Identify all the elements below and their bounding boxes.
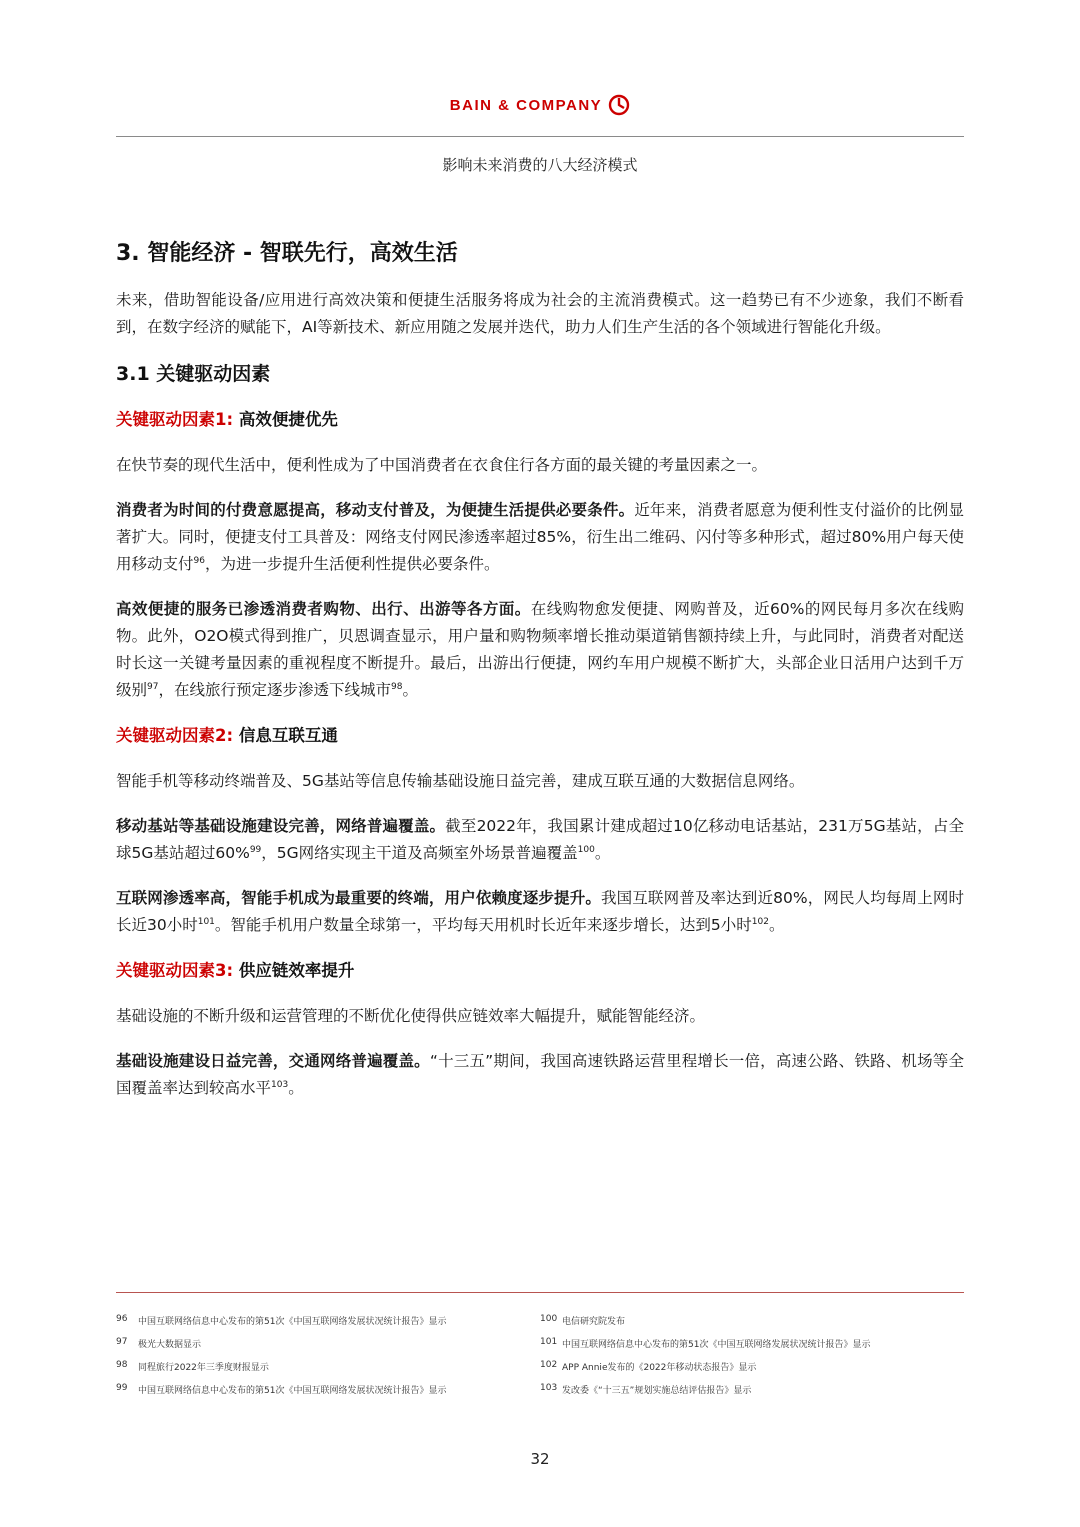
footnote-number: 102 [540,1360,558,1370]
footnote-item [116,1314,536,1337]
footnote-ref: 103 [271,1079,289,1090]
driver-2-heading [116,722,964,746]
header-divider [116,136,964,137]
footnote-ref: 97 [147,681,159,692]
driver-3-p1-text: “十三五”期间，我国高速铁路运营里程增长一倍，高速公路、铁路、机场等全国覆盖率达到较高水平 [116,1052,964,1097]
driver-3-name: 供应链效率提升 [238,961,355,980]
page-number: 32 [530,1450,550,1468]
logo-text: BAIN & COMPANY [449,96,603,114]
footnote-number: 96 [116,1314,128,1324]
driver-2-p2-text: 我国互联网普及率达到近80%，网民人均每周上网时长近30小时 [116,889,964,934]
footnote-text: 极光大数据显示 [138,1340,202,1350]
driver-1-name: 高效便捷优先 [238,410,338,429]
footnote-item [116,1337,536,1360]
footnote-number: 97 [116,1337,128,1347]
driver-2-p2-mid: 。智能手机用户数量全球第一，平均每天用机时长近年来逐步增长，达到5小时 [214,916,752,934]
driver-1-p1-lead: 消费者为时间的付费意愿提高，移动支付普及，为便捷生活提供必要条件。 [116,501,635,519]
footnote-divider [116,1292,964,1293]
footnote-text: 发改委《“十三五”规划实施总结评估报告》显示 [562,1386,752,1396]
driver-1-p2-mid: ，在线旅行预定逐步渗透下线城市 [158,681,391,699]
footnote-ref: 100 [577,844,595,855]
footnote-number: 98 [116,1360,128,1370]
bain-compass-icon [608,94,630,116]
driver-3-paragraph-1 [116,1048,964,1102]
driver-1-summary: 在快节奏的现代生活中，便利性成为了中国消费者在衣食住行各方面的最关键的考量因素之一。 [116,456,768,474]
footnote-item [540,1314,960,1337]
section-intro: 未来，借助智能设备/应用进行高效决策和便捷生活服务将成为社会的主流消费模式。这一趋势已有不少迹象，我们不断看到，在数字经济的赋能下，AI等新技术、新应用随之发展并迭代，助力人们生产生活的各个领域进行智能化升级。 [116,291,964,336]
driver-1-paragraph-1 [116,497,964,578]
footnote-ref: 98 [390,681,403,692]
bain-logo [0,94,1080,116]
driver-2-paragraph-1 [116,813,964,867]
driver-2-paragraph-2 [116,885,964,939]
driver-2-p1-mid: ，5G网络实现主干道及高频室外场景普遍覆盖 [261,844,578,862]
driver-2-label: 关键驱动因素2: [116,726,234,745]
main-content [116,236,964,1120]
driver-3-label: 关键驱动因素3: [116,961,234,980]
footnote-number: 101 [540,1337,558,1347]
driver-2-p2-tail: 。 [768,916,785,934]
footnote-ref: 102 [751,916,769,927]
driver-1-p1-tail: ，为进一步提升生活便利性提供必要条件。 [204,555,500,573]
driver-1-paragraph-2 [116,596,964,704]
document-title: 影响未来消费的八大经济模式 [442,156,638,174]
driver-2-p1-tail: 。 [594,844,611,862]
footnote-item [540,1337,960,1360]
driver-1-p2-lead: 高效便捷的服务已渗透消费者购物、出行、出游等各方面。 [116,600,531,618]
footnote-ref: 101 [197,916,215,927]
driver-1-heading [116,406,964,430]
footnote-number: 100 [540,1314,558,1324]
driver-1-label: 关键驱动因素1: [116,410,234,429]
footnote-item [540,1360,960,1383]
subsection-title: 3.1 关键驱动因素 [116,363,271,385]
section-title: 3. 智能经济 - 智联先行，高效生活 [116,241,458,266]
driver-3-summary: 基础设施的不断升级和运营管理的不断优化使得供应链效率大幅提升，赋能智能经济。 [116,1007,706,1025]
footnote-item [116,1383,536,1406]
footnote-item [540,1383,960,1406]
footnote-number: 99 [116,1383,128,1393]
footnote-text: 中国互联网络信息中心发布的第51次《中国互联网络发展状况统计报告》显示 [138,1386,447,1396]
footnotes-left-column [116,1314,536,1406]
footnote-number: 103 [540,1383,558,1393]
footnote-text: 中国互联网络信息中心发布的第51次《中国互联网络发展状况统计报告》显示 [562,1340,871,1350]
driver-2-p1-text: 截至2022年，我国累计建成超过10亿移动电话基站，231万5G基站，占全球5G基站超过60% [116,817,964,862]
driver-3-heading [116,957,964,981]
footnote-text: APP Annie发布的《2022年移动状态报告》显示 [562,1363,757,1373]
footnote-item [116,1360,536,1383]
driver-3-p1-lead: 基础设施建设日益完善，交通网络普遍覆盖。 [116,1052,430,1070]
driver-2-name: 信息互联互通 [238,726,338,745]
footnote-ref: 99 [249,844,262,855]
footnote-text: 同程旅行2022年三季度财报显示 [138,1363,269,1373]
driver-2-summary: 智能手机等移动终端普及、5G基站等信息传输基础设施日益完善，建成互联互通的大数据信息网络。 [116,772,805,790]
driver-2-p2-lead: 互联网渗透率高，智能手机成为最重要的终端，用户依赖度逐步提升。 [116,889,601,907]
driver-3-p1-tail: 。 [288,1079,304,1097]
footnote-ref: 96 [193,555,205,566]
driver-1-p1-text: 近年来，消费者愿意为便利性支付溢价的比例显著扩大。同时，便捷支付工具普及：网络支付网民渗透率超过85%，衍生出二维码、闪付等多种形式，超过80%用户每天使用移动支付 [116,501,964,573]
driver-2-p1-lead: 移动基站等基础设施建设完善，网络普遍覆盖。 [116,817,446,835]
footnotes-right-column [540,1314,960,1406]
footnote-text: 电信研究院发布 [562,1317,626,1327]
driver-1-p2-text: 在线购物愈发便捷、网购普及，近60%的网民每月多次在线购物。此外，O2O模式得到推广，贝恩调查显示，用户量和购物频率增长推动渠道销售额持续上升，与此同时，消费者对配送时长这一关键考量因素的重视程度不断提升。最后，出游出行便捷，网约车用户规模不断扩大，头部企业日活用户达到千万级别 [116,600,964,699]
footnote-text: 中国互联网络信息中心发布的第51次《中国互联网络发展状况统计报告》显示 [138,1317,447,1327]
driver-1-p2-tail: 。 [402,681,418,699]
